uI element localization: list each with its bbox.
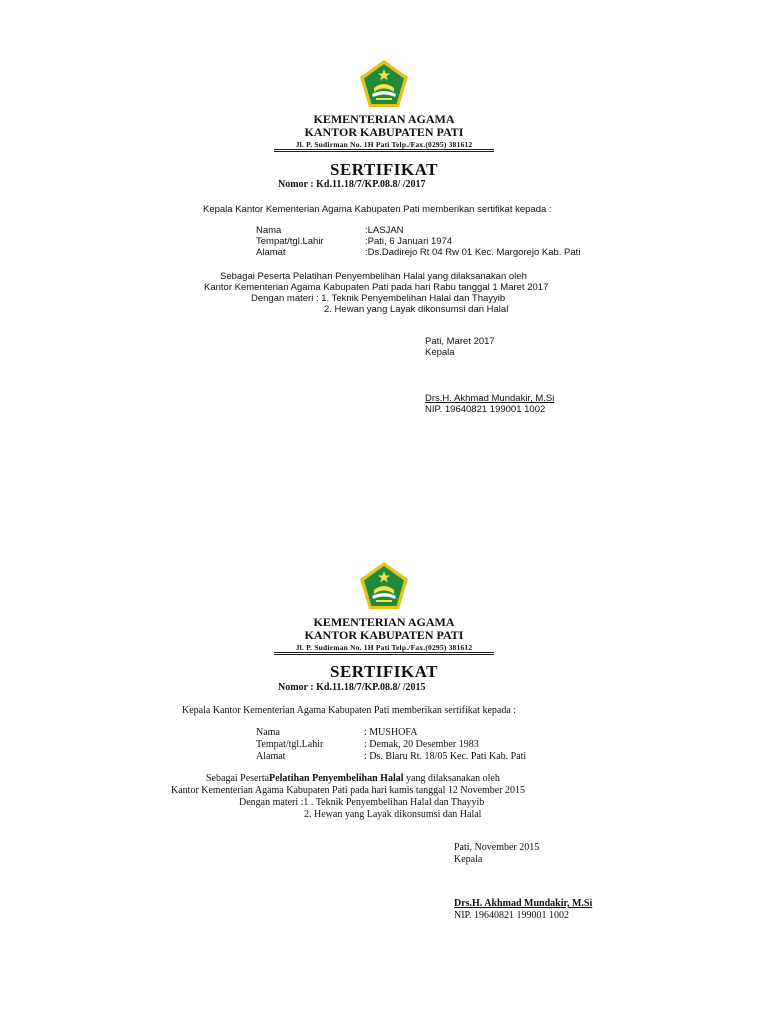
place-date: Pati, Maret 2017 — [425, 336, 495, 347]
intro-text: Kepala Kantor Kementerian Agama Kabupaten Pati memberikan sertifikat kepada : — [182, 705, 517, 716]
header-rule — [274, 149, 494, 150]
field-value-address: :Ds.Dadirejo Rt 04 Rw 01 Kec. Margorejo Kab. Pati — [365, 247, 581, 258]
place-date: Pati, November 2015 — [454, 842, 540, 853]
certificate-number: Nomor : Kd.11.18/7/KP.08.8/ /2017 — [278, 179, 426, 190]
field-value-address: : Ds. Blaru Rt. 18/05 Kec. Pati Kab. Pati — [364, 751, 527, 762]
signer-position: Kepala — [425, 347, 455, 358]
header-line-1: KEMENTERIAN AGAMA — [313, 112, 455, 126]
certificate-number: Nomor : Kd.11.18/7/KP.08.8/ /2015 — [278, 682, 426, 693]
office-address: Jl. P. Sudirman No. 1H Pati Telp./Fax.(0295) 381612 — [295, 140, 473, 149]
field-label-name: Nama — [256, 727, 280, 738]
materi-line-2: 2. Hewan yang Layak dikonsumsi dan Halal — [324, 304, 509, 315]
signer-name: Drs.H. Akhmad Mundakir, M.Si — [425, 393, 555, 404]
body-prefix: Sebagai Peserta — [206, 773, 270, 784]
body-line-2: Kantor Kementerian Agama Kabupaten Pati pada hari Rabu tanggal 1 Maret 2017 — [204, 282, 549, 293]
header-rule-thin — [274, 654, 494, 655]
header-rule-thin — [274, 151, 494, 152]
signer-position: Kepala — [454, 854, 483, 865]
field-label-birth: Tempat/tgl.Lahir — [256, 739, 324, 750]
header-line-1: KEMENTERIAN AGAMA — [313, 615, 455, 629]
certificate-title: SERTIFIKAT — [329, 662, 438, 681]
field-label-birth: Tempat/tgl.Lahir — [256, 236, 324, 247]
field-label-address: Alamat — [256, 751, 286, 762]
signer-nip: NIP. 19640821 199001 1002 — [425, 404, 546, 415]
field-value-name: : MUSHOFA — [364, 727, 418, 738]
signer-name: Drs.H. Akhmad Mundakir, M.Si — [454, 898, 593, 909]
body-line-1: Sebagai Peserta Pelatihan Penyembelihan Halal yang dilaksanakan oleh — [220, 271, 527, 282]
body-suffix: yang dilaksanakan oleh — [403, 773, 500, 784]
field-value-birth: :Pati, 6 Januari 1974 — [365, 236, 453, 247]
materi-line-1: Dengan materi : 1. Teknik Penyembelihan Halal dan Thayyib — [251, 293, 506, 304]
field-label-address: Alamat — [256, 247, 286, 258]
field-value-name: :LASJAN — [365, 225, 404, 236]
signer-nip: NIP. 19640821 199001 1002 — [454, 910, 570, 921]
header-line-2: KANTOR KABUPATEN PATI — [304, 125, 464, 139]
materi-line-1: Dengan materi :1 . Teknik Penyembelihan Halal dan Thayyib — [239, 797, 485, 808]
header-line-2: KANTOR KABUPATEN PATI — [304, 628, 464, 642]
body-line-1 — [206, 773, 500, 784]
field-value-birth: : Demak, 20 Desember 1983 — [364, 739, 479, 750]
header-rule — [274, 652, 494, 653]
intro-text: Kepala Kantor Kementerian Agama Kabupaten Pati memberikan sertifikat kepada : — [203, 204, 552, 215]
body-training-name: Pelatihan Penyembelihan Halal — [269, 773, 404, 784]
office-address: Jl. P. Sudirman No. 1H Pati Telp./Fax.(0295) 381612 — [295, 643, 473, 652]
certificate-title: SERTIFIKAT — [329, 160, 438, 179]
kemenag-emblem-icon — [358, 58, 410, 110]
field-label-name: Nama — [256, 225, 282, 236]
kemenag-emblem-icon — [358, 560, 410, 612]
body-line-2: Kantor Kementerian Agama Kabupaten Pati pada hari kamis tanggal 12 November 2015 — [171, 785, 526, 796]
materi-line-2: 2. Hewan yang Layak dikonsumsi dan Halal — [304, 809, 482, 820]
